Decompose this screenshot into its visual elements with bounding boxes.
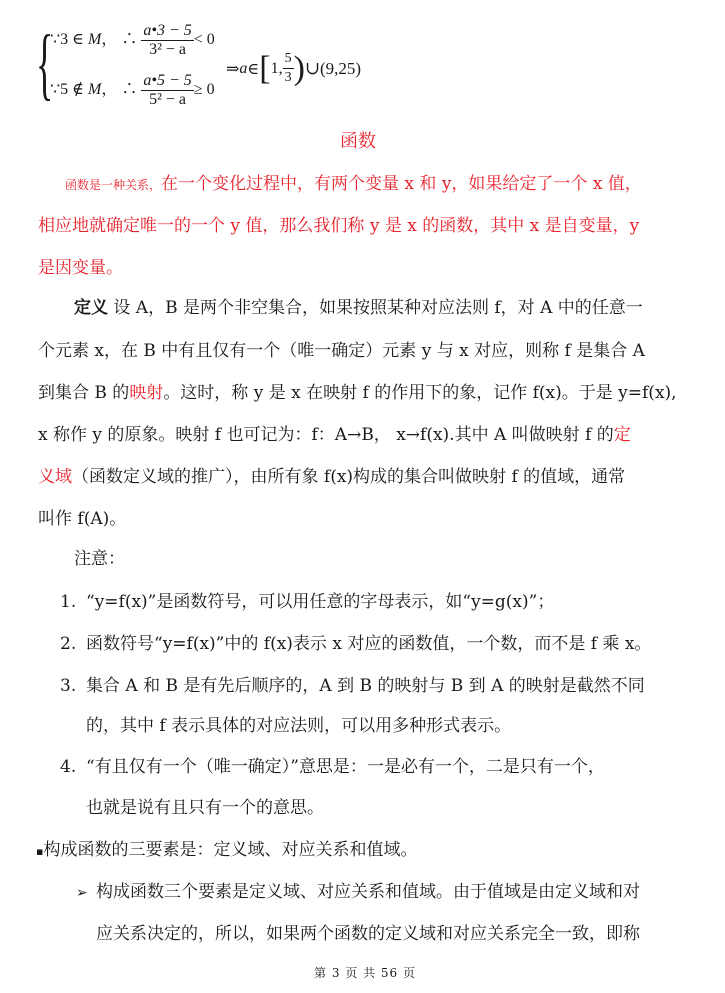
three-elements-line-2: 应关系决定的，所以，如果两个函数的定义域和对应关系完全一致，即称 [96, 924, 640, 944]
fraction-2: $\frac{a•5 - 5}{\text{5² − a}}$ [143, 72, 192, 108]
section-title: 函数 [340, 131, 376, 152]
intro-line-1: 函数是一种关系，在一个变化过程中，有两个变量 x 和 y，如果给定了一个 x 值， [65, 174, 642, 194]
notes-heading: 注意： [74, 549, 125, 569]
arrow-bullet-icon: ➢ [76, 885, 88, 901]
definition-line-4: x 称作 y 的原象。映射 f 也可记为：f：A→B， x→f(x).其中 A 叫做映射 f 的定 [38, 425, 631, 445]
fraction-5-3: $\frac{5}{3}$ [284, 51, 292, 85]
term-domain-start: 定 [613, 425, 631, 445]
square-bullet-icon: ▪ [36, 845, 44, 858]
fraction-1: $\frac{a•3 - 5}{\text{3² − a}}$ [143, 22, 192, 58]
term-mapping: 映射 [129, 383, 164, 403]
three-elements-line-1: ➢ 构成函数三个要素是定义域、对应关系和值域。由于值域是由定义域和对 [76, 882, 640, 902]
definition-line-6: 叫作 f(A)。 [38, 509, 127, 529]
term-domain-end: 义域 [38, 467, 72, 487]
definition-label: 定义 [74, 298, 108, 318]
definition-line-3: 到集合 B 的映射。这时，称 y 是 x 在映射 f 的作用下的象，记作 f(x)。于是 y=f(x), [38, 383, 677, 403]
page-number: 第 3 页 共 56 页 [314, 966, 416, 980]
three-elements-heading: ▪构成函数的三要素是：定义域、对应关系和值域。 [36, 840, 418, 860]
math-line-1: ∵3 ∈ M， ∴ $\frac{a•3 - 5}{\text{3² − a}}$ < 0 [50, 22, 215, 58]
intro-line-3: 是因变量。 [38, 258, 123, 278]
note-item-3: 3. 集合 A 和 B 是有先后顺序的，A 到 B 的映射与 B 到 A 的映射是截然不同 [60, 676, 645, 696]
definition-line-5: 义域（函数定义域的推广），由所有象 f(x)构成的集合叫做映射 f 的值域，通常 [38, 467, 626, 487]
intro-line-2: 相应地就确定唯一的一个 y 值，那么我们称 y 是 x 的函数，其中 x 是自变量，y [38, 216, 640, 236]
definition-line-1: 定义 设 A，B 是两个非空集合，如果按照某种对应法则 f，对 A 中的任意一 [74, 298, 643, 318]
note-item-4-cont: 也就是说有且只有一个的意思。 [86, 798, 324, 818]
definition-line-2: 个元素 x，在 B 中有且仅有一个（唯一确定）元素 y 与 x 对应，则称 f 是集合 A [38, 341, 645, 361]
math-line-2: ∵5 ∉ M， ∴ $\frac{a•5 - 5}{\text{5² − a}}$ ≥ 0 [50, 72, 215, 108]
note-item-2: 2. 函数符号“y=f(x)”中的 f(x)表示 x 对应的函数值，一个数，而不是 f 乘 x。 [60, 634, 652, 654]
left-brace: { [36, 20, 54, 108]
note-item-1: 1. “y=f(x)”是函数符号，可以用任意的字母表示，如“y=g(x)”； [60, 592, 555, 612]
note-item-4: 4. “有且仅有一个（唯一确定）”意思是：一是必有一个，二是只有一个， [60, 757, 605, 777]
note-item-3-cont: 的，其中 f 表示具体的对应法则，可以用多种形式表示。 [86, 716, 512, 736]
math-result: ⇒ a ∈ [ 1, $\frac{5}{3}$ ) ∪ (9,25) [226, 49, 362, 87]
math-system [36, 20, 362, 115]
